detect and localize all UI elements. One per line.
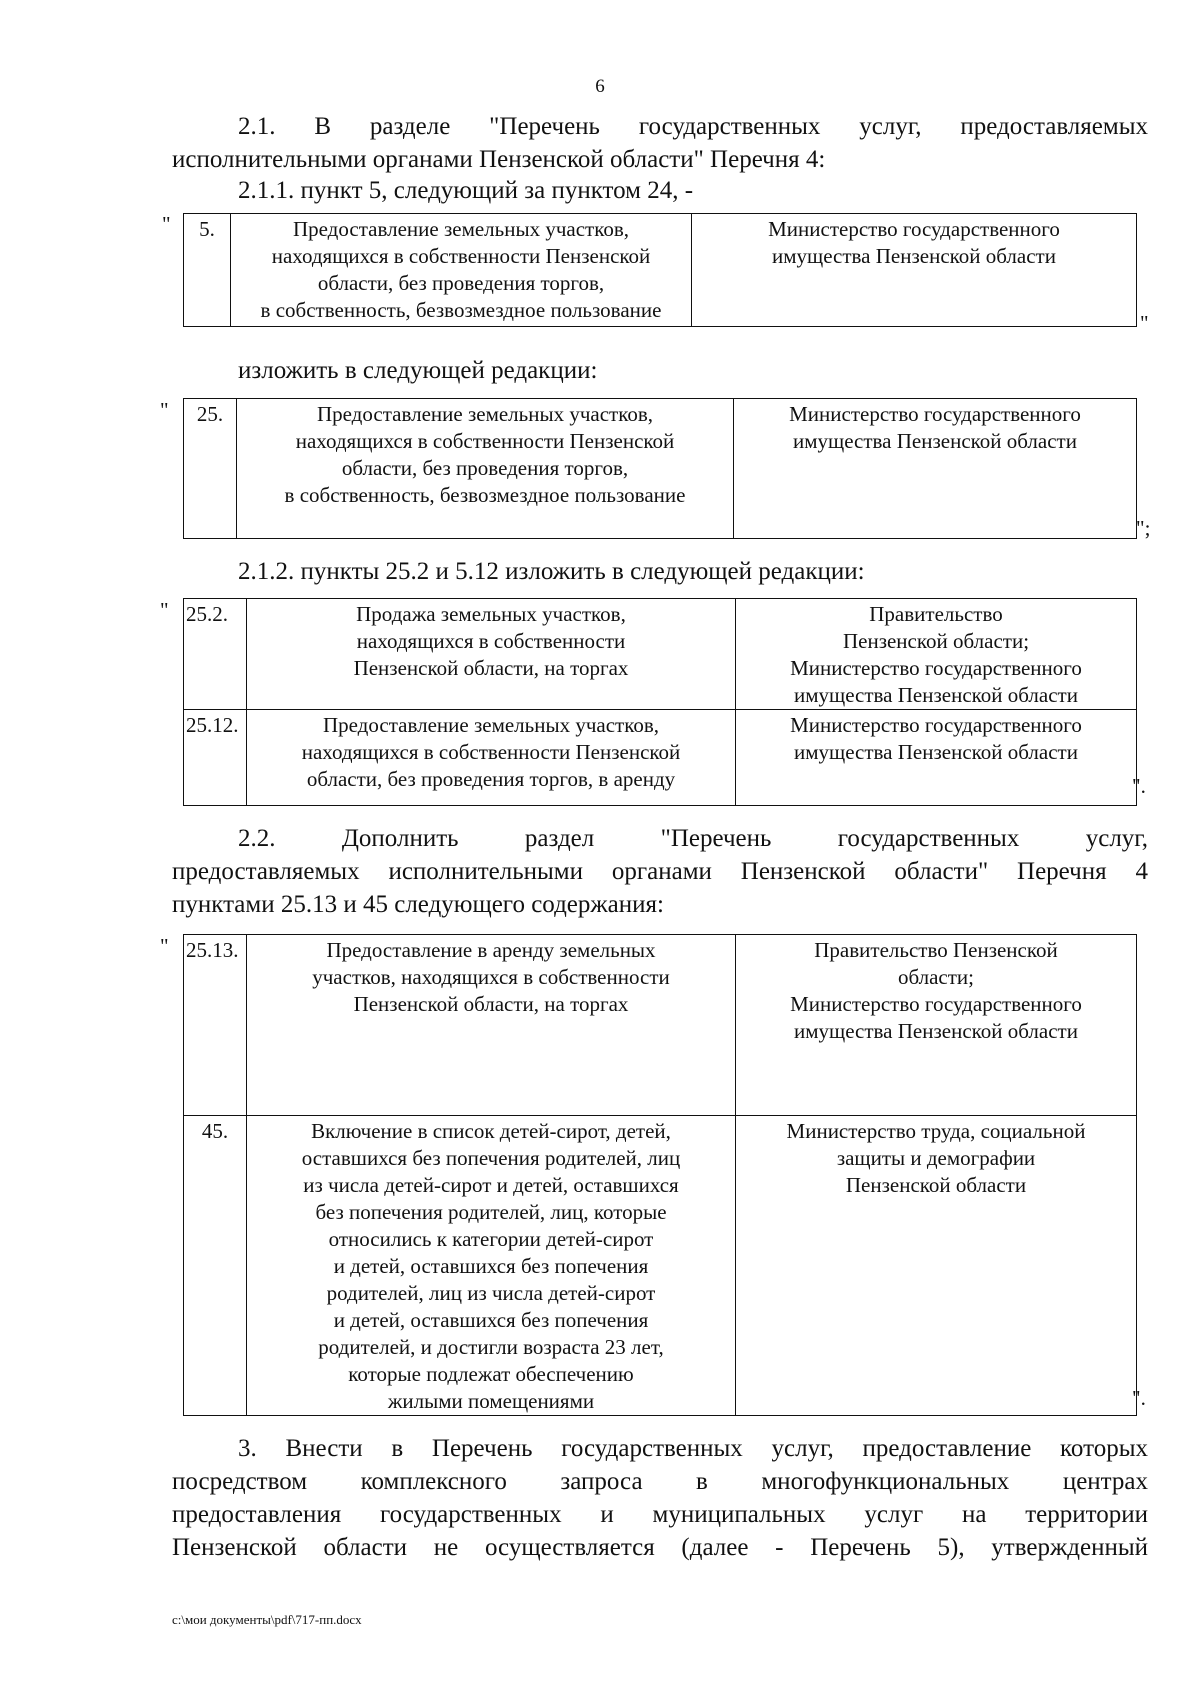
paragraph-2-2 (172, 822, 1148, 921)
paragraph-2-1 (172, 110, 1148, 176)
close-quote: ". (1132, 774, 1146, 798)
paragraph-line: предоставления государственных и муниципальных услуг на территории (172, 1501, 1148, 1528)
open-quote: " (162, 212, 171, 236)
organization-cell: Правительство Пензенской области; Министерство государственного имущества Пензенской области (736, 935, 1137, 1116)
page-number: 6 (595, 76, 605, 97)
paragraph-2-1-1: 2.1.1. пункт 5, следующий за пунктом 24, - (238, 177, 694, 204)
table-row (184, 710, 1137, 806)
row-number: 25. (184, 399, 237, 539)
open-quote: " (160, 398, 169, 422)
service-table-3 (183, 598, 1137, 806)
close-quote: ". (1132, 1386, 1146, 1410)
open-quote: " (160, 934, 169, 958)
paragraph-line: посредством комплексного запроса в многофункциональных центрах (172, 1468, 1148, 1495)
paragraph-line: 2.1. В разделе "Перечень государственных услуг, предоставляемых (238, 113, 1148, 140)
paragraph-line: исполнительными органами Пензенской области" Перечня 4: (172, 146, 826, 173)
table-row (184, 214, 1137, 327)
paragraph-redaction: изложить в следующей редакции: (238, 357, 598, 384)
service-cell: Предоставление земельных участков, находящихся в собственности Пензенской области, без проведения торгов, в собственность, безвозмездное пользование (237, 399, 734, 539)
organization-cell: Министерство труда, социальной защиты и демографии Пензенской области (736, 1116, 1137, 1416)
table-row (184, 935, 1137, 1116)
table-row (184, 599, 1137, 710)
service-cell: Предоставление в аренду земельных участков, находящихся в собственности Пензенской области, на торгах (247, 935, 736, 1116)
paragraph-line: пунктами 25.13 и 45 следующего содержания: (172, 891, 664, 918)
table-row (184, 1116, 1137, 1416)
paragraph-line: Пензенской области не осуществляется (далее - Перечень 5), утвержденный (172, 1534, 1148, 1561)
service-table-2 (183, 398, 1137, 539)
service-table-1 (183, 213, 1137, 327)
paragraph-2-1-2: 2.1.2. пункты 25.2 и 5.12 изложить в следующей редакции: (238, 558, 865, 585)
organization-cell: Министерство государственного имущества Пензенской области (736, 710, 1137, 806)
paragraph-line: предоставляемых исполнительными органами Пензенской области" Перечня 4 (172, 858, 1148, 885)
close-quote: " (1140, 311, 1149, 335)
row-number: 25.12. (184, 710, 247, 806)
file-path-footer: c:\мои документы\pdf\717-пп.docx (172, 1612, 362, 1627)
table-row (184, 399, 1137, 539)
service-cell: Продажа земельных участков, находящихся в собственности Пензенской области, на торгах (247, 599, 736, 710)
row-number: 5. (184, 214, 231, 327)
paragraph-line: 3. Внести в Перечень государственных услуг, предоставление которых (238, 1435, 1148, 1462)
service-cell: Включение в список детей-сирот, детей, оставшихся без попечения родителей, лиц из числа детей-сирот и детей, оставшихся без попечения родителей, лиц, которые относились к категории детей-сирот и детей, оставшихся без попечения родителей, лиц из числа детей-сирот и детей, оставшихся без попечения родителей, и достигли возраста 23 лет, которые подлежат обеспечению жилыми помещениями (247, 1116, 736, 1416)
close-quote: "; (1136, 516, 1151, 540)
organization-cell: Правительство Пензенской области; Министерство государственного имущества Пензенской области (736, 599, 1137, 710)
row-number: 25.13. (184, 935, 247, 1116)
open-quote: " (160, 598, 169, 622)
service-table-4 (183, 934, 1137, 1416)
organization-cell: Министерство государственного имущества Пензенской области (734, 399, 1137, 539)
paragraph-3 (172, 1432, 1148, 1564)
paragraph-line: 2.2. Дополнить раздел "Перечень государственных услуг, (238, 825, 1148, 852)
organization-cell: Министерство государственного имущества Пензенской области (692, 214, 1137, 327)
row-number: 45. (184, 1116, 247, 1416)
row-number: 25.2. (184, 599, 247, 710)
service-cell: Предоставление земельных участков, находящихся в собственности Пензенской области, без проведения торгов, в собственность, безвозмездное пользование (231, 214, 692, 327)
service-cell: Предоставление земельных участков, находящихся в собственности Пензенской области, без проведения торгов, в аренду (247, 710, 736, 806)
